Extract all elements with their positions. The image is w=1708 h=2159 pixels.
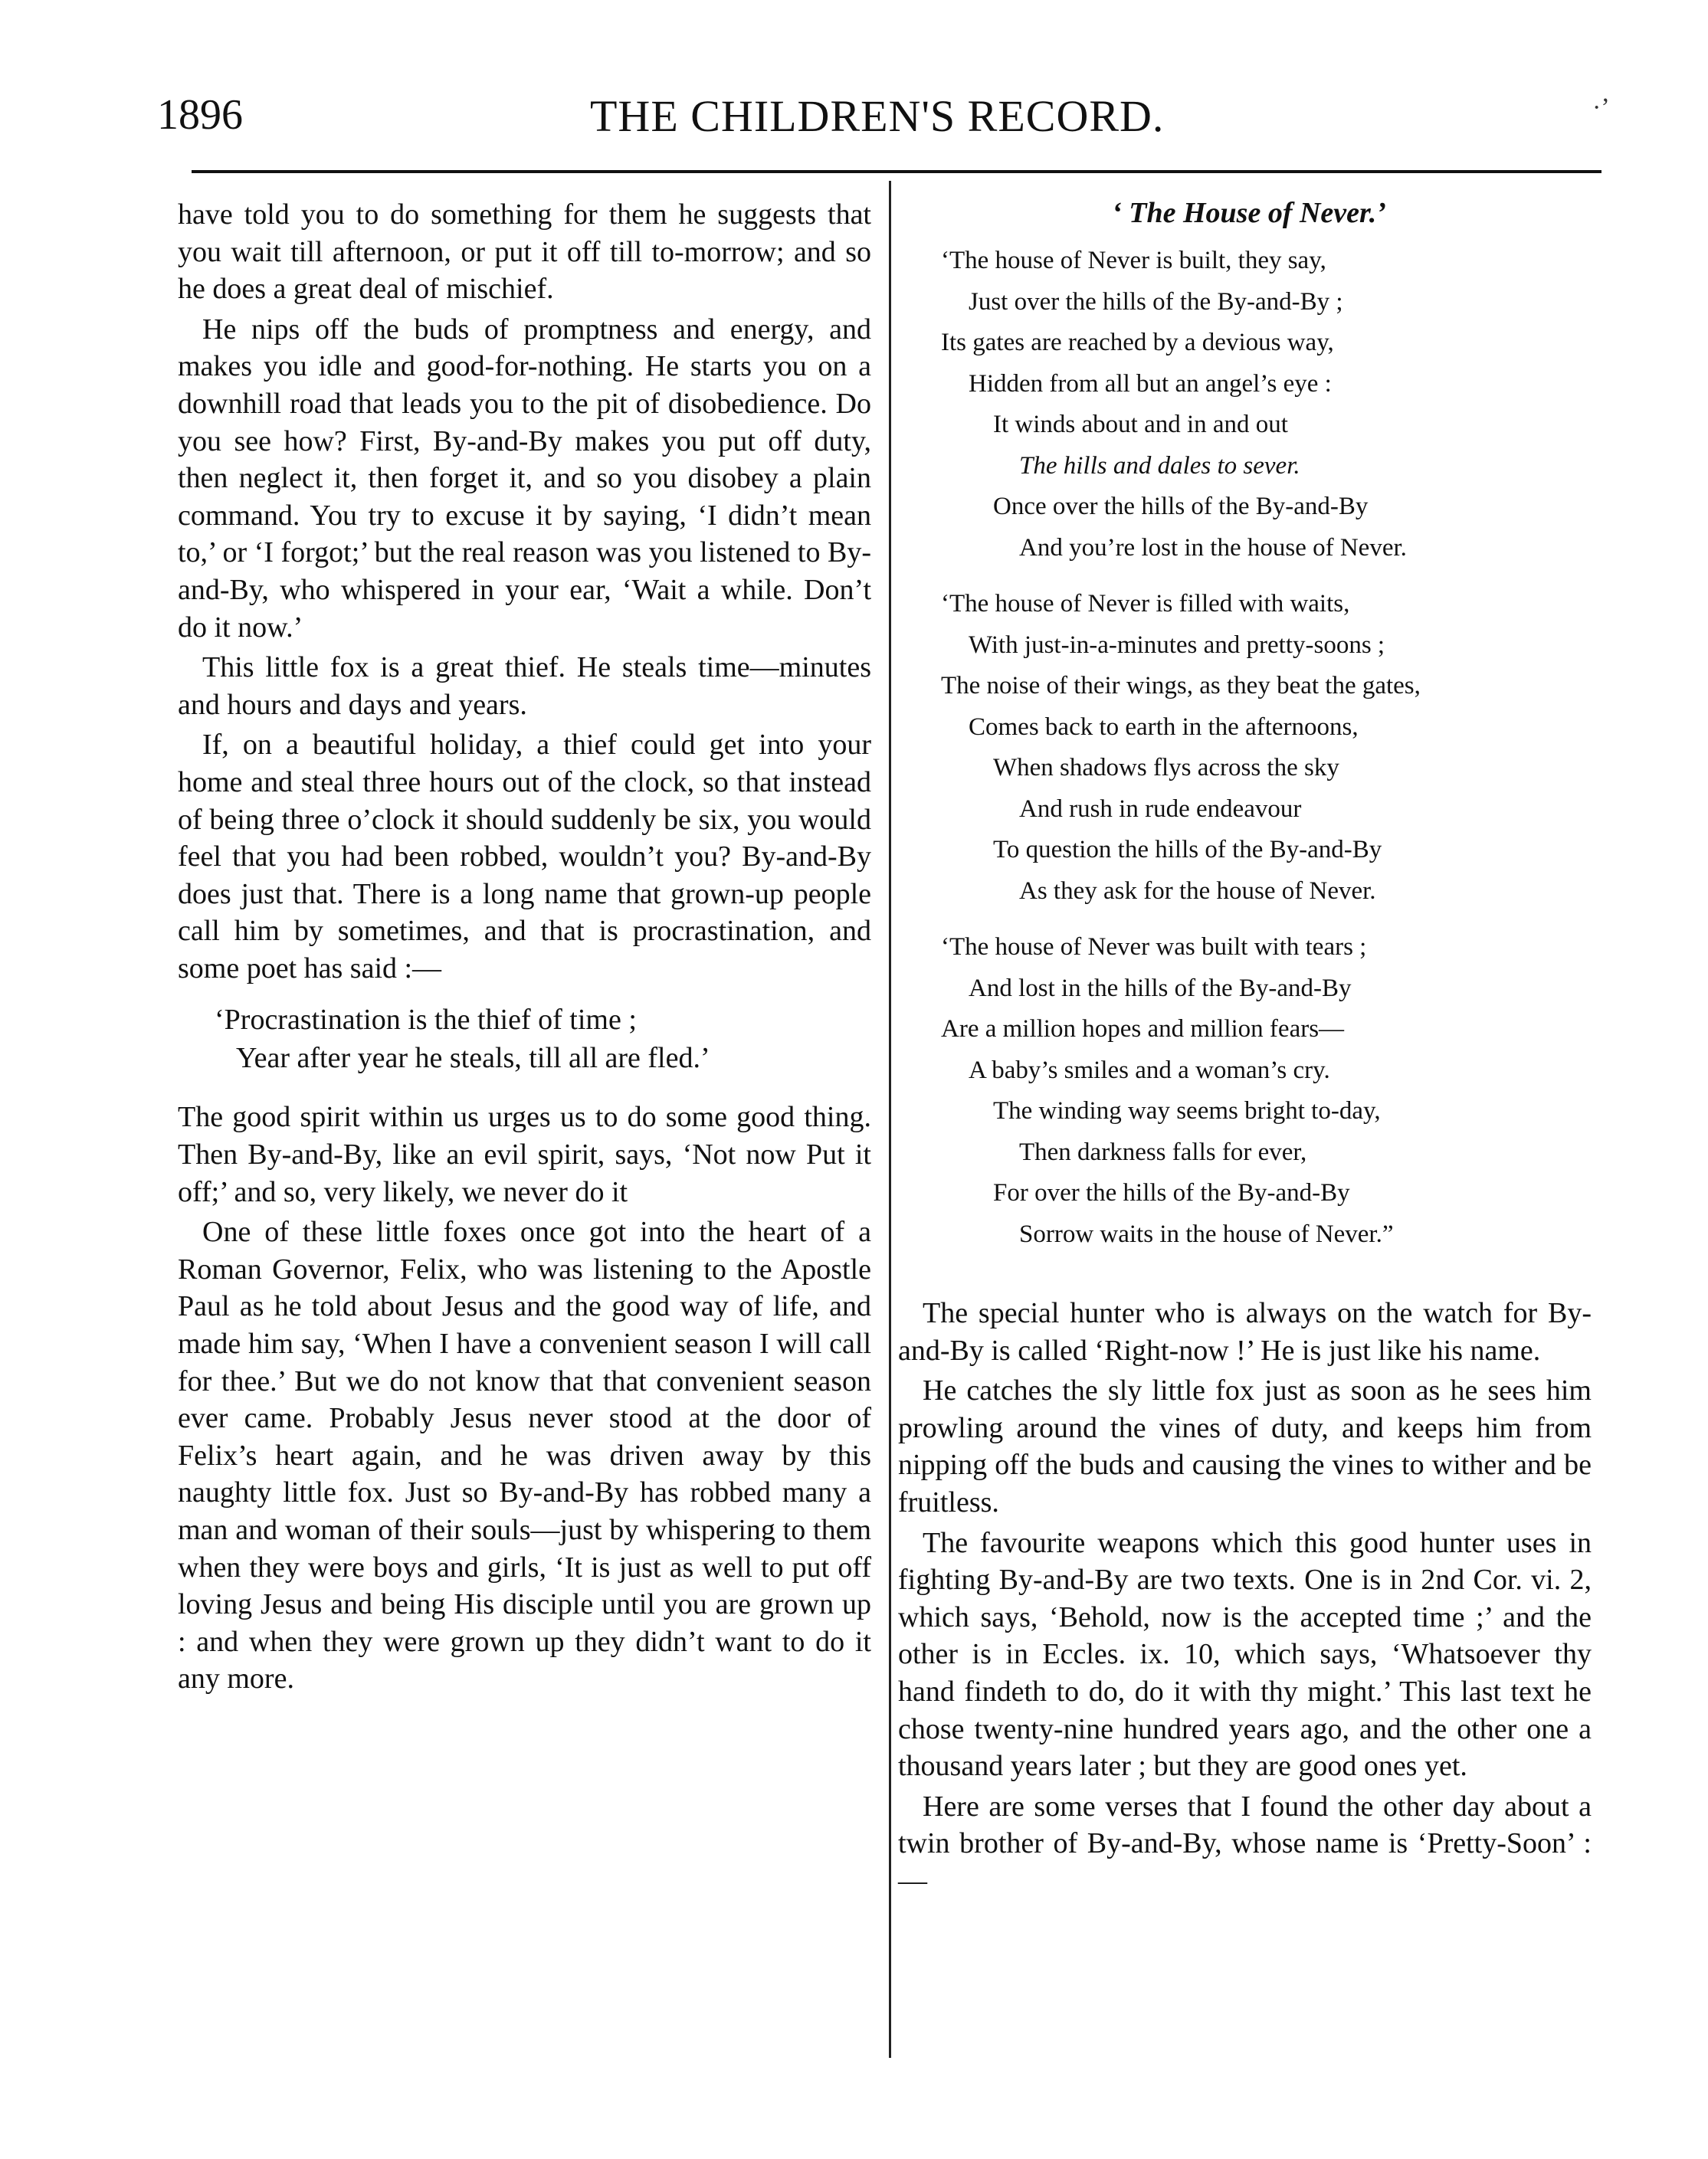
poem-line: ‘The house of Never was built with tears ;: [941, 933, 1367, 961]
poem-line: Comes back to earth in the afternoons,: [969, 713, 1359, 741]
poem-line: The hills and dales to sever.: [1019, 451, 1300, 480]
poem-stanza: [904, 927, 1594, 1255]
paragraph: One of these little foxes once got into the heart of a Roman Governor, Felix, who was listening to the Apostle Paul as he told about Jesus and the good way of life, and made him say, ‘When I have a convenient season I will call for thee.’ But we do not know that that convenient season ever came. Probably Jesus never stood at the door of Felix’s heart again, and he was driven away by this naughty little fox. Just so By-and-By has robbed many a man and woman of their souls—just by whispering to them when they were boys and girls, ‘It is just as well to put off loving Jesus and being His disciple until you are grown up : and when they were grown up they didn’t want to do it any more.: [178, 1216, 871, 1695]
page-year: 1896: [157, 91, 243, 139]
poem-line: As they ask for the house of Never.: [1019, 876, 1376, 905]
publication-title: THE CHILDREN'S RECORD.: [590, 91, 1165, 141]
poem-line: For over the hills of the By-and-By: [993, 1179, 1350, 1207]
paragraph: The favourite weapons which this good hunter uses in fighting By-and-By are two texts. One is in 2nd Cor. vi. 2, which says, ‘Behold, now is the accepted time ;’ and the other is in Eccles. ix. 10, which says, ‘Whatsoever thy hand findeth to do, do it with thy might.’ This last text he chose twenty-nine hundred years ago, and the other one a thousand years later ; but they are good ones yet.: [898, 1526, 1592, 1783]
poem-house-of-never: [904, 196, 1594, 1270]
poem-line: And rush in rude endeavour: [1019, 794, 1302, 823]
poem-line: The noise of their wings, as they beat the gates,: [941, 672, 1421, 699]
poem-line: A baby’s smiles and a woman’s cry.: [969, 1056, 1330, 1084]
poem-line: And lost in the hills of the By-and-By: [969, 974, 1352, 1002]
paragraph: The special hunter who is always on the watch for By-and-By is called ‘Right-now !’ He is just like his name.: [898, 1297, 1592, 1367]
header-rule: [192, 170, 1601, 173]
paragraph: He nips off the buds of promptness and energy, and makes you idle and good-for-nothing. He starts you on a downhill road that leads you to the pit of disobedience. Do you see how? First, By-and-By makes you put off duty, then neglect it, then forget it, and so you disobey a plain command. You try to excuse it by saying, ‘I didn’t mean to,’ or ‘I forgot;’ but the real reason was you listened to By-and-By, who whispered in your ear, ‘Wait a while. Don’t do it now.’: [178, 313, 871, 644]
poem-line: ‘The house of Never is built, they say,: [941, 247, 1326, 274]
poem-line: Hidden from all but an angel’s eye :: [969, 369, 1332, 398]
print-mark: ·ʼ: [1592, 93, 1610, 122]
poem-line: Are a million hopes and million fears—: [941, 1015, 1345, 1043]
paragraph: If, on a beautiful holiday, a thief could get into your home and steal three hours out of the clock, so that instead of being three o’clock it should suddenly be six, you would feel that you had been robbed, wouldn’t you? By-and-By does just that. There is a long name that grown-up people call him by sometimes, and that is procrastination, and some poet has said :—: [178, 729, 871, 984]
poem-line: Its gates are reached by a devious way,: [941, 329, 1334, 356]
paragraph: He catches the sly little fox just as soon as he sees him prowling around the vines of duty, and keeps him from nipping off the buds and causing the vines to wither and be fruitless.: [898, 1374, 1592, 1519]
paragraph: The good spirit within us urges us to do some good thing. Then By-and-By, like an evil spirit, says, ‘Not now Put it off;’ and so, very likely, we never do it: [178, 1101, 871, 1208]
poem-line: And you’re lost in the house of Never.: [1019, 533, 1407, 562]
poem-line: Sorrow waits in the house of Never.”: [1019, 1220, 1394, 1248]
poet-quote: [215, 1001, 871, 1077]
page-header: [0, 0, 1708, 169]
paragraph: have told you to do something for them he suggests that you wait till afternoon, or put it off till to-morrow; and so he does a great deal of mischief.: [178, 198, 871, 306]
paragraph: This little fox is a great thief. He steals time—minutes and hours and days and years.: [178, 651, 871, 721]
poem-line: When shadows flys across the sky: [993, 754, 1339, 781]
poem-stanza: [904, 241, 1594, 568]
left-column: [178, 196, 871, 1701]
poem-line: ‘The house of Never is filled with waits,: [941, 590, 1350, 618]
paragraph: Here are some verses that I found the other day about a twin brother of By-and-By, whose name is ‘Pretty-Soon’ :—: [898, 1790, 1592, 1897]
column-divider: [889, 181, 891, 2058]
poem-line: It winds about and in and out: [993, 411, 1288, 438]
poem-line: The winding way seems bright to-day,: [993, 1097, 1381, 1125]
poem-line: Once over the hills of the By-and-By: [993, 493, 1369, 520]
poem-line: Just over the hills of the By-and-By ;: [969, 287, 1343, 316]
poem-line: Then darkness falls for ever,: [1019, 1138, 1307, 1166]
quote-line: ‘Procrastination is the thief of time ;: [215, 1004, 637, 1037]
poem-title: ‘ The House of Never.’: [1112, 197, 1386, 229]
poem-line: With just-in-a-minutes and pretty-soons ;: [969, 631, 1385, 659]
right-column: [898, 1295, 1592, 1903]
poem-stanza: [904, 584, 1594, 912]
quote-line: Year after year he steals, till all are fled.’: [236, 1042, 710, 1075]
poem-line: To question the hills of the By-and-By: [993, 836, 1382, 863]
